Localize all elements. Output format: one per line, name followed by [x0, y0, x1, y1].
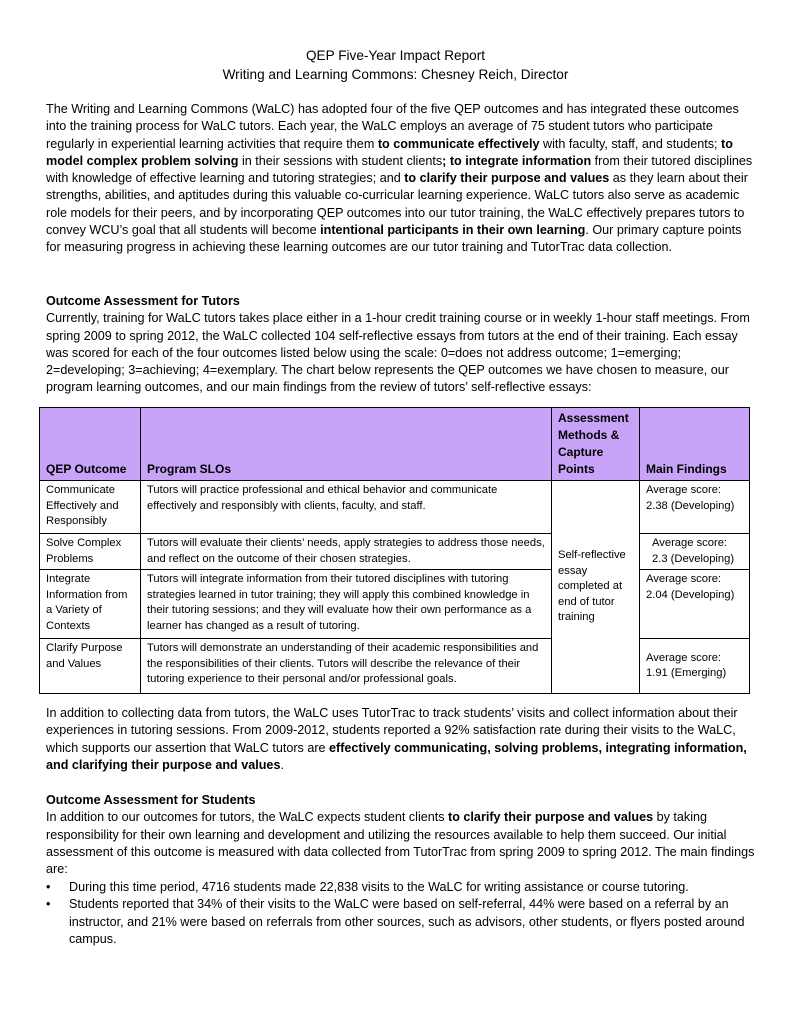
finding-cell: Average score: 1.91 (Emerging): [640, 639, 750, 694]
slo-cell: Tutors will evaluate their clients’ needs, apply strategies to address those needs, and reflect on the outcome of their chosen strategies.: [141, 534, 552, 570]
finding-cell: Average score: 2.38 (Developing): [640, 481, 750, 534]
bullet-icon: •: [46, 897, 51, 912]
col-header-main-findings: Main Findings: [640, 408, 750, 481]
assessment-method-cell: Self-reflective essay completed at end of tutor training: [552, 481, 640, 694]
tutors-assessment-heading: Outcome Assessment for Tutors: [46, 294, 240, 308]
students-assessment-heading: Outcome Assessment for Students: [46, 793, 256, 807]
col-header-qep-outcome: QEP Outcome: [40, 408, 141, 481]
list-item: • During this time period, 4716 students made 22,838 visits to the WaLC for writing assistance or course tutoring.: [46, 879, 758, 896]
table-row: [40, 534, 750, 570]
students-assessment-section: [46, 792, 758, 878]
tutortrac-paragraph: In addition to collecting data from tutors, the WaLC uses TutorTrac to track students’ visits and collect information about their experiences in tutoring sessions. From 2009-2012, students reported a 92% satisfaction rate during their visits to the WaLC, which supports our assertion that WaLC tutors are effectively communicating, solving problems, integrating information, and clarifying their purpose and values.: [46, 706, 747, 772]
students-assessment-body: In addition to our outcomes for tutors, the WaLC expects student clients to clarify their purpose and values by taking responsibility for their own learning and development and utilizing the resources available to help them succeed. Our initial assessment of this outcome is measured with data collected from TutorTrac from spring 2009 to spring 2012. The main findings are:: [46, 810, 755, 877]
slo-cell: Tutors will integrate information from their tutored disciplines with tutoring strategies learned in tutor training; they will apply this combined knowledge in their tutoring sessions; and they will evaluate how their own performance as a learner has changed as a result of tutoring.: [141, 570, 552, 639]
outcome-cell: Communicate Effectively and Responsibly: [40, 481, 141, 534]
col-header-program-slos: Program SLOs: [141, 408, 552, 481]
bullet-icon: •: [46, 880, 51, 894]
table-row: [40, 481, 750, 534]
report-title: QEP Five-Year Impact Report: [305, 48, 486, 63]
report-subtitle: Writing and Learning Commons: Chesney Reich, Director: [222, 67, 569, 82]
tutors-assessment-section: [46, 293, 758, 397]
slo-cell: Tutors will demonstrate an understanding of their academic responsibilities and the responsibilities of their clients. Tutors will describe the relevance of their tutoring experience to their personal and/or professional goals.: [141, 639, 552, 694]
intro-paragraph: The Writing and Learning Commons (WaLC) has adopted four of the five QEP outcomes and has integrated these outcomes into the training process for WaLC tutors. Each year, the WaLC employs an average of 75 student tutors who participate regularly in experiential learning activities that require them to communicate effectively with faculty, staff, and students; to model complex problem solving in their sessions with student clients; to integrate information from their tutored disciplines with knowledge of effective learning and tutoring strategies; and to clarify their purpose and values as they learn about their strengths, abilities, and aptitudes during this valuable co-curricular learning experience. WaLC tutors also serve as academic role models for their peers, and by incorporating QEP outcomes into our tutor training, the WaLC effectively prepares tutors to convey WCU’s goal that all students will become intentional participants in their own learning. Our primary capture points for measuring progress in achieving these learning outcomes are our tutor training and TutorTrac data collection.: [46, 102, 753, 255]
outcome-cell: Clarify Purpose and Values: [40, 639, 141, 694]
slo-cell: Tutors will practice professional and ethical behavior and communicate effectively and responsibly with clients, faculty, and staff.: [141, 481, 552, 534]
outcome-cell: Solve Complex Problems: [40, 534, 141, 570]
col-header-assessment-methods: Assessment Methods & Capture Points: [552, 408, 640, 481]
outcome-cell: Integrate Information from a Variety of Contexts: [40, 570, 141, 639]
finding-cell: Average score: 2.3 (Developing): [640, 534, 750, 570]
table-row: [40, 570, 750, 639]
outcomes-table: [39, 407, 750, 694]
table-row: [40, 639, 750, 694]
tutors-assessment-body: Currently, training for WaLC tutors takes place either in a 1-hour credit training course or in weekly 1-hour staff meetings. From spring 2009 to spring 2012, the WaLC collected 104 self-reflective essays from tutors at the end of their training. Each essay was scored for each of the four outcomes listed below using the scale: 0=does not address outcome; 1=emerging; 2=developing; 3=achieving; 4=exemplary. The chart below represents the QEP outcomes we have chosen to measure, our program learning outcomes, and our main findings from the review of tutors’ self-reflective essays:: [46, 311, 750, 395]
list-item: • Students reported that 34% of their visits to the WaLC were based on self-referral, 44% were based on a referral by an instructor, and 21% were based on referrals from other sources, such as advisors, other students, or flyers posted around campus.: [46, 897, 745, 946]
finding-cell: Average score: 2.04 (Developing): [640, 570, 750, 639]
findings-list: [46, 879, 758, 948]
